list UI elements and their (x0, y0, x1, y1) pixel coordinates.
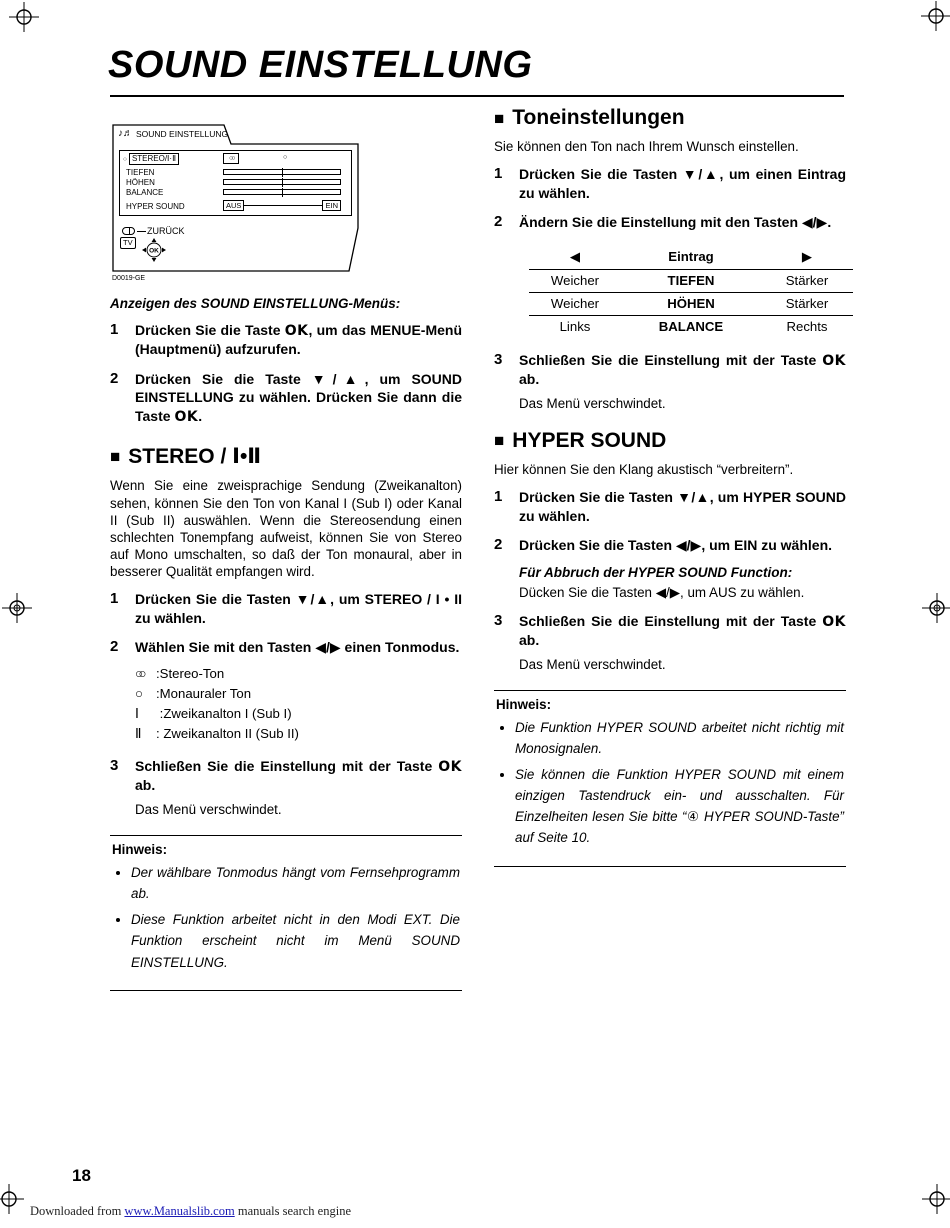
table-header-row (529, 246, 853, 270)
slider-hoehen (223, 179, 341, 185)
ok-pad-label: OK (148, 247, 159, 255)
table-row (529, 270, 853, 293)
page-title: SOUND EINSTELLUNG (108, 44, 533, 86)
hyper-sound-row (223, 200, 341, 211)
menu-item-balance: BALANCE (126, 188, 164, 197)
aus-option: AUS (223, 200, 244, 211)
note-title: Hinweis: (112, 841, 168, 857)
mode-label: :Monauraler Ton (156, 685, 252, 701)
cell: HÖHEN (667, 295, 715, 311)
left-arrow-header: ◀ (569, 248, 581, 264)
cancel-text: Dücken Sie die Tasten ◀/▶, um AUS zu wählen. (519, 584, 805, 600)
menu-item-hyper-sound: HYPER SOUND (126, 202, 185, 211)
registration-mark (2, 593, 32, 623)
step-text: Schließen Sie die Einstellung mit der Taste (519, 612, 823, 629)
ok-button-glyph: OK (822, 352, 846, 369)
cell: Stärker (785, 272, 829, 288)
menu-box (119, 150, 352, 216)
footer-text: Downloaded from (30, 1204, 125, 1218)
step-text: ab. (135, 777, 156, 794)
note-list (496, 717, 844, 849)
step-instruction (135, 590, 462, 627)
step-text: Drücken Sie die Tasten ▼/▲, um einen Eintrag zu wählen. (519, 166, 846, 201)
ok-button-glyph: OK (822, 613, 846, 630)
mono-indicator-icon: ○ (283, 154, 288, 161)
mono-icon: ○ (135, 685, 143, 701)
tone-intro: Sie können den Ton nach Ihrem Wunsch einstellen. (494, 139, 799, 154)
back-hint-row (122, 226, 185, 236)
back-label: ZURÜCK (147, 226, 185, 236)
step-text: Drücken Sie die Taste ▼/▲, um SOUND EINSTELLUNG zu wählen. Drücken Sie dann die Taste (135, 370, 462, 424)
step-number: 1 (110, 321, 119, 338)
step-number: 3 (494, 350, 503, 368)
menu-access-heading: Anzeigen des SOUND EINSTELLUNG-Menüs: (110, 296, 401, 311)
step-instruction (519, 165, 846, 202)
mode-label: :Stereo-Ton (156, 665, 225, 681)
menu-item-tiefen: TIEFEN (126, 168, 155, 177)
section-heading-tone (494, 106, 846, 130)
menu-tab (118, 128, 228, 139)
step-text: Wählen Sie mit den Tasten ◀/▶ einen Tonmodus. (135, 639, 460, 656)
osd-menu-diagram (112, 124, 360, 272)
mode-label: : Zweikanalton II (Sub II) (156, 725, 299, 741)
step (494, 612, 846, 672)
left-column (110, 118, 462, 991)
menu-tab-label: SOUND EINSTELLUNG (136, 128, 229, 139)
step-instruction (519, 351, 846, 389)
manualslib-link[interactable]: www.Manualslib.com (124, 1204, 235, 1218)
step (494, 488, 846, 525)
menu-button-icon (122, 227, 135, 235)
step-instruction (519, 536, 846, 554)
ein-option: EIN (322, 200, 341, 211)
step-text: ab. (519, 632, 540, 649)
step (110, 590, 462, 627)
step-instruction (135, 321, 462, 359)
sub1-icon: Ⅰ (135, 705, 139, 721)
menu-row-selected (123, 153, 179, 165)
section-title: Toneinstellungen (512, 106, 685, 129)
mode-item (135, 664, 462, 684)
menu-item-stereo: STEREO/Ⅰ·Ⅱ (129, 153, 179, 165)
hyper-intro: Hier können Sie den Klang akustisch “verbreitern”. (494, 461, 794, 477)
step-instruction (519, 488, 846, 525)
step-text: . (198, 407, 203, 424)
slider-balance (223, 189, 341, 195)
step (494, 213, 846, 339)
step-instruction (519, 612, 846, 650)
mode-item (135, 684, 462, 704)
step-note: Das Menü verschwindet. (135, 801, 282, 817)
registration-mark (922, 1184, 950, 1214)
step (110, 638, 462, 746)
right-column (494, 106, 846, 867)
cell: TIEFEN (667, 272, 715, 288)
note-item: • Sie können die Funktion HYPER SOUND mit einem einzigen Tastendruck ein- und ausschalten. Für Einzelheiten lesen Sie bitte “④ HYPER SOUND-Taste” auf Seite 10. (515, 764, 844, 849)
step (494, 165, 846, 202)
mode-item (135, 724, 462, 744)
step-note: Das Menü verschwindet. (519, 395, 666, 411)
registration-mark (9, 2, 39, 32)
step-text: Drücken Sie die Tasten ▼/▲, um STEREO / I • II zu wählen. (135, 591, 462, 626)
hint-connector-line (137, 231, 146, 232)
section-bullet-icon: ■ (110, 447, 121, 467)
registration-mark (922, 593, 950, 623)
stereo-icon: ○○ (135, 665, 142, 681)
sub2-icon: Ⅱ (135, 725, 142, 741)
music-notes-icon: ♪♬ (118, 128, 133, 139)
menu-item-hoehen: HÖHEN (126, 178, 155, 187)
step-note: Das Menü verschwindet. (519, 656, 666, 672)
cell: BALANCE (658, 318, 724, 334)
step (110, 370, 462, 426)
section-heading-hyper (494, 429, 846, 453)
section-title: STEREO / Ⅰ•Ⅱ (128, 445, 262, 469)
cell: Rechts (786, 318, 828, 334)
remote-hint-row (120, 237, 167, 263)
section-bullet-icon: ■ (494, 108, 505, 128)
step-number: 1 (110, 590, 119, 608)
tone-settings-table (529, 246, 853, 338)
section-bullet-icon: ■ (494, 431, 505, 451)
note-box (110, 835, 462, 991)
step (110, 321, 462, 359)
note-list (112, 862, 460, 973)
step-text: Schließen Sie die Einstellung mit der Taste (519, 351, 823, 368)
step-number: 1 (494, 488, 503, 506)
cell: Stärker (785, 295, 829, 311)
step-instruction (135, 370, 462, 426)
title-divider (110, 95, 844, 97)
figure-id: D0019-GE (112, 275, 146, 282)
stereo-description: Wenn Sie eine zweisprachige Sendung (Zweikanalton) sehen, können Sie den Ton von Kanal I (Sub I) oder Kanal II (Sub II) auswählen. Wenn die Stereosendung einen schlechten Tonempfang aufweist, können Sie von Stereo auf Mono umschalten, so daß der Ton monaural, aber in besserer Qualität empfangen wird. (110, 478, 462, 580)
step-number: 2 (494, 536, 503, 554)
mode-item (135, 704, 462, 724)
note-item: • Diese Funktion arbeitet nicht in den Modi EXT. Die Funktion erscheint nicht im Menü SOUND EINSTELLUNG. (131, 909, 460, 973)
mode-label: :Zweikanalton I (Sub I) (156, 705, 292, 721)
cancel-heading: Für Abbruch der HYPER SOUND Function: (519, 564, 793, 580)
step-number: 2 (110, 369, 119, 387)
footer-text: manuals search engine (234, 1204, 351, 1218)
registration-mark (921, 1, 950, 31)
entry-header: Eintrag (668, 249, 714, 265)
cell: Links (559, 318, 591, 334)
ok-button-glyph: OK (174, 408, 199, 425)
step-text: Drücken Sie die Tasten ▼/▲, um HYPER SOUND zu wählen. (519, 489, 846, 524)
step-text: Ändern Sie die Einstellung mit den Tasten ◀/▶. (519, 214, 832, 231)
cell: Weicher (550, 272, 600, 288)
tone-mode-list (135, 664, 462, 744)
table-row (529, 316, 853, 338)
note-title: Hinweis: (496, 696, 552, 712)
step-instruction (135, 638, 462, 656)
note-box (494, 690, 846, 867)
ok-button-glyph: OK (438, 758, 462, 775)
menu-screen-figure (112, 124, 462, 282)
option-connector-line (244, 205, 322, 206)
table-row (529, 293, 853, 316)
tv-icon: TV (120, 237, 136, 249)
step-text: Schließen Sie die Einstellung mit der Taste (135, 757, 439, 774)
step-number: 3 (110, 756, 119, 774)
step-text: Drücken Sie die Tasten ◀/▶, um EIN zu wählen. (519, 537, 833, 554)
section-heading-stereo (110, 444, 462, 469)
step (494, 351, 846, 411)
registration-mark (0, 1184, 24, 1214)
page-number: 18 (72, 1166, 91, 1185)
cursor-icon: ○ (123, 155, 127, 163)
cell: Weicher (550, 295, 600, 311)
note-item: • Der wählbare Tonmodus hängt vom Fernsehprogramm ab. (131, 862, 460, 904)
ok-pad-icon (141, 237, 167, 263)
stereo-indicator-icon: ○○ (223, 153, 239, 164)
step-number: 1 (494, 165, 503, 183)
step-instruction (519, 213, 853, 231)
step-number: 3 (494, 611, 503, 629)
right-arrow-header: ▶ (801, 248, 813, 264)
step-number: 2 (110, 638, 119, 656)
step-text: Drücken Sie die Taste (135, 322, 285, 338)
step-text: , um das MENUE-Menü (Hauptmenü) aufzurufen. (135, 322, 462, 358)
step-text: ab. (519, 371, 540, 388)
slider-tiefen (223, 169, 341, 175)
step (494, 536, 846, 600)
note-item: • Die Funktion HYPER SOUND arbeitet nicht richtig mit Monosignalen. (515, 717, 844, 759)
step-number: 2 (494, 213, 503, 231)
section-title: HYPER SOUND (512, 428, 667, 452)
step-instruction (135, 757, 462, 795)
step (110, 757, 462, 817)
footer (30, 1204, 351, 1219)
ok-button-glyph: OK (284, 323, 309, 339)
